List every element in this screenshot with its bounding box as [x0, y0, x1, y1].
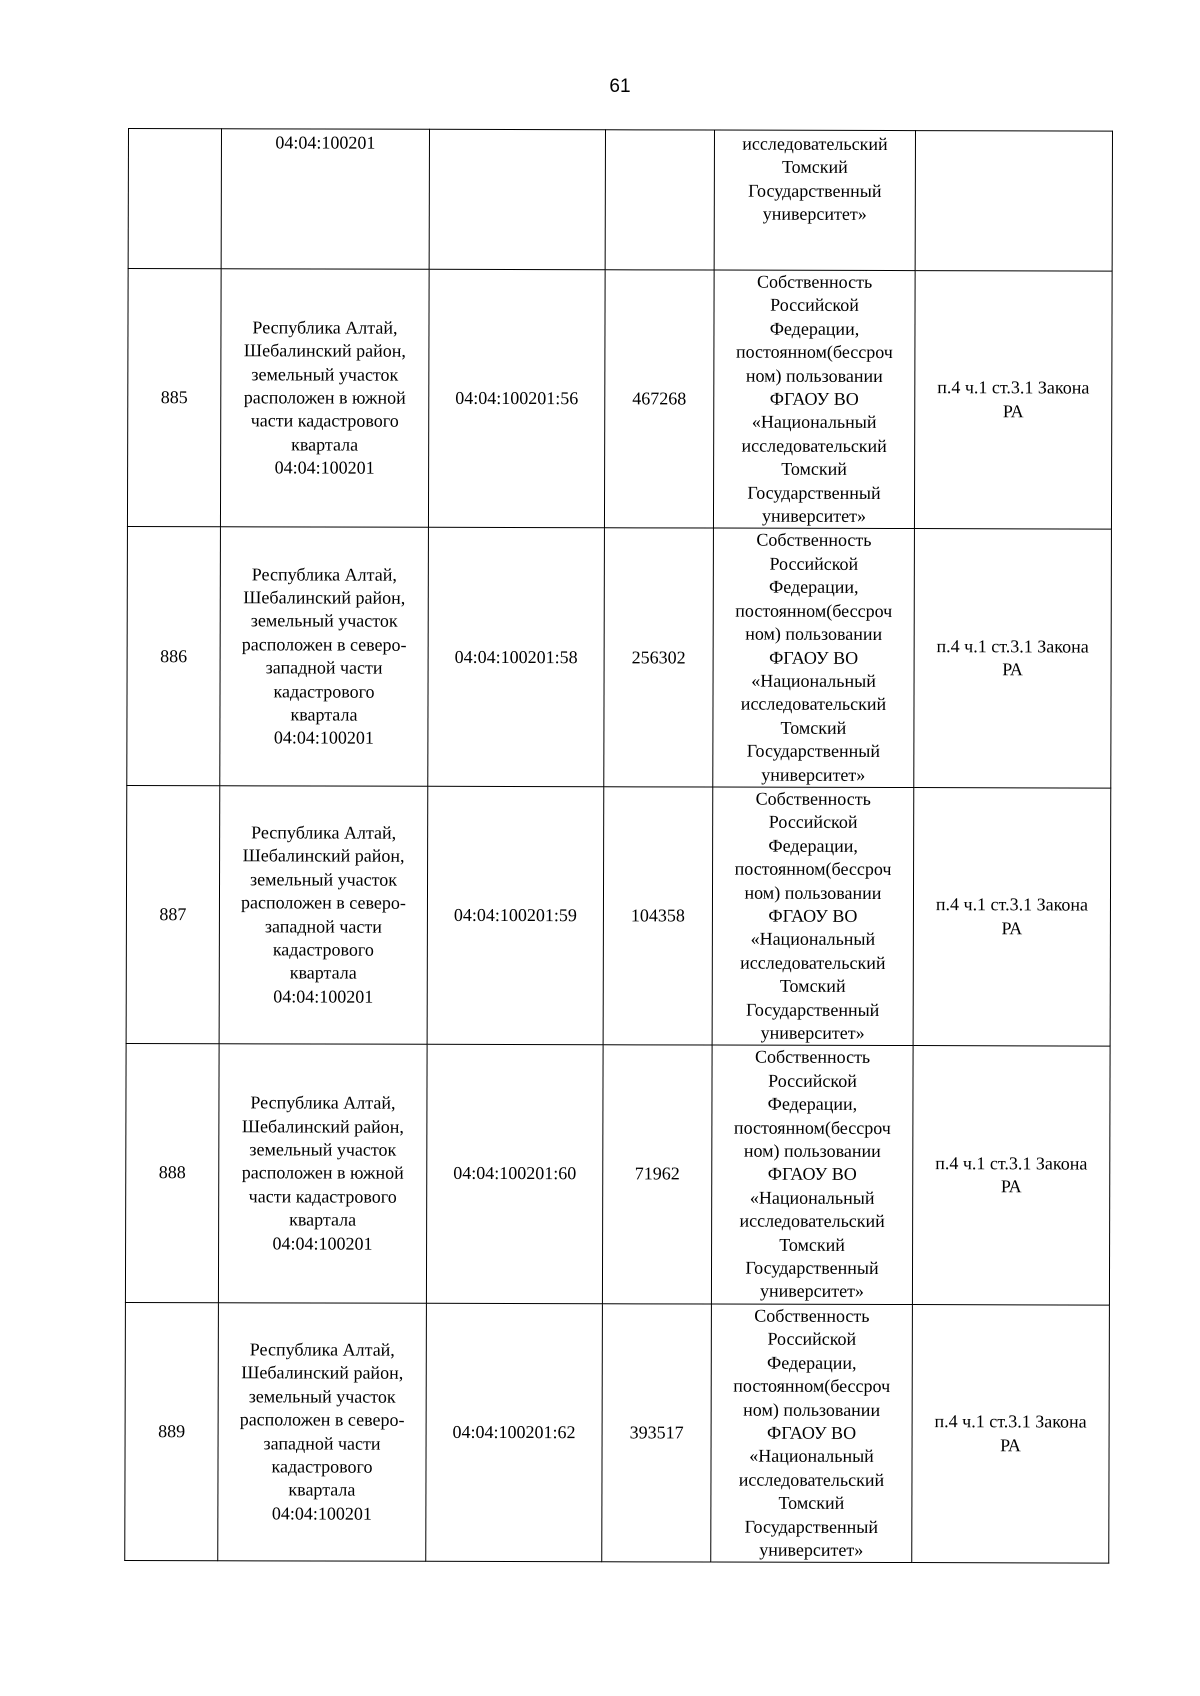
cell-text-line: исследовательский: [741, 435, 887, 456]
cell-text-line: Федерации,: [767, 1093, 858, 1115]
cell-text-line: ФГАОУ ВО: [769, 647, 859, 668]
area-cell: 393517: [602, 1304, 712, 1563]
cell-text-line: расположен в южной: [243, 387, 406, 408]
cell-text-line: квартала: [289, 962, 357, 984]
area-cell: 71962: [602, 1045, 712, 1304]
ownership-cell: [711, 1304, 913, 1563]
cell-text-line: Собственность: [755, 788, 871, 809]
cadastral-number-cell: 04:04:100201:59: [427, 786, 604, 1045]
cell-text-line: 04:04:100201: [271, 1503, 372, 1524]
cell-text-line: западной части: [263, 1432, 381, 1454]
cell-text-line: Шебалинский район,: [241, 1362, 404, 1384]
legal-basis-cell: [915, 131, 1112, 272]
cell-text-line: Российской: [768, 812, 858, 833]
cell-text-line: РА: [1001, 917, 1023, 939]
cell-text-line: «Национальный: [750, 929, 876, 950]
cell-text-line: Федерации,: [768, 835, 858, 856]
cell-text-line: Федерации,: [769, 576, 859, 598]
cell-text-line: земельный участок: [251, 363, 399, 385]
legal-basis-cell: [912, 1304, 1110, 1563]
cell-text-line: Томский: [780, 717, 847, 738]
cell-text-line: Российской: [767, 1328, 857, 1350]
cell-text-line: исследовательский: [742, 133, 888, 154]
cell-text-line: кадастрового: [273, 680, 375, 702]
cell-text-line: Томский: [781, 458, 847, 480]
cell-text-line: п.4 ч.1 ст.3.1 Закона: [935, 1152, 1088, 1174]
cell-text-line: Шебалинский район,: [243, 340, 406, 361]
cell-text-line: западной части: [264, 916, 382, 937]
cell-text-line: Государственный: [748, 180, 882, 201]
legal-basis-cell: [912, 1046, 1110, 1305]
cadastral-number-cell: [429, 129, 605, 269]
cell-text-line: квартала: [291, 434, 359, 455]
ownership-cell: [714, 130, 915, 271]
cell-text-line: Государственный: [744, 1516, 879, 1537]
cell-text-line: п.4 ч.1 ст.3.1 Закона: [935, 894, 1089, 915]
cell-text-line: Собственность: [756, 271, 873, 292]
cell-text-line: кадастрового: [272, 939, 374, 960]
cell-text-line: квартала: [288, 1479, 356, 1501]
area-cell: 467268: [604, 270, 714, 529]
table-row: [126, 785, 1111, 1046]
cell-text-line: расположен в северо-: [239, 1409, 405, 1430]
cell-text-line: Российской: [770, 295, 859, 316]
cell-text-line: «Национальный: [749, 1445, 874, 1467]
cell-text-line: «Национальный: [749, 1187, 875, 1208]
cell-text-line: Российской: [769, 553, 859, 574]
location-cell: [219, 786, 428, 1045]
cell-text-line: Томский: [779, 975, 846, 997]
cell-text-line: «Национальный: [751, 670, 876, 691]
num-cell: 889: [125, 1302, 219, 1561]
cell-text-line: 04:04:100201: [273, 727, 374, 749]
cell-text-line: университет»: [761, 764, 866, 785]
table-row: [127, 269, 1112, 530]
cell-text-line: земельный участок: [248, 1386, 396, 1407]
legal-basis-cell: [914, 271, 1112, 530]
cell-text-line: ФГАОУ ВО: [767, 1164, 857, 1185]
cell-text-line: постоянном(бессроч: [734, 858, 892, 880]
area-cell: 256302: [604, 528, 714, 787]
cell-text-line: ном) пользовании: [743, 1140, 881, 1162]
cell-text-line: университет»: [761, 505, 867, 526]
cell-text-line: 04:04:100201: [273, 986, 374, 1007]
cell-text-line: п.4 ч.1 ст.3.1 Закона: [937, 377, 1090, 398]
cell-text-line: университет»: [759, 1539, 864, 1560]
ownership-cell: [711, 1045, 913, 1304]
cell-text-line: РА: [1002, 659, 1023, 680]
area-cell: 104358: [603, 787, 713, 1046]
cell-text-line: Федерации,: [769, 318, 860, 339]
cell-text-line: части кадастрового: [250, 410, 399, 432]
num-cell: 887: [126, 785, 220, 1044]
num-cell: [128, 129, 221, 269]
cell-text-line: Республика Алтай,: [251, 822, 397, 843]
cell-text-line: ФГАОУ ВО: [767, 1422, 857, 1443]
page-number: 61: [609, 76, 631, 97]
cell-text-line: п.4 ч.1 ст.3.1 Закона: [934, 1411, 1087, 1432]
cell-text-line: Государственный: [747, 482, 881, 503]
cell-text-line: Государственный: [746, 740, 881, 762]
cell-text-line: Республика Алтай,: [251, 563, 397, 585]
cell-text-line: ФГАОУ ВО: [768, 905, 858, 926]
area-cell: [605, 130, 714, 270]
cell-text-line: Собственность: [754, 1305, 870, 1326]
legal-basis-cell: [913, 787, 1111, 1046]
cadastral-number-cell: 04:04:100201:62: [426, 1303, 603, 1562]
num-cell: 885: [127, 269, 221, 528]
cell-text-line: постоянном(бессроч: [735, 600, 893, 621]
cell-text-line: расположен в северо-: [241, 634, 407, 655]
cell-text-line: земельный участок: [250, 869, 398, 890]
location-cell: [220, 527, 429, 786]
table-row: [125, 1044, 1110, 1305]
cell-text-line: Шебалинский район,: [241, 1115, 404, 1137]
cell-text-line: ном) пользовании: [745, 365, 883, 386]
cell-text-line: РА: [1000, 1434, 1021, 1455]
cell-text-line: исследовательский: [740, 952, 886, 973]
cell-text-line: исследовательский: [739, 1210, 885, 1232]
cell-text-line: ном) пользовании: [743, 1399, 881, 1420]
table-body: [125, 129, 1113, 1564]
cell-text-line: постоянном(бессроч: [735, 341, 893, 363]
cell-text-line: расположен в южной: [241, 1162, 404, 1184]
cell-text-line: РА: [1002, 401, 1024, 422]
cadastral-number-cell: 04:04:100201:60: [426, 1045, 603, 1304]
land-plot-registry-table: [124, 128, 1113, 1564]
cell-text-line: 04:04:100201: [275, 132, 376, 153]
cadastral-number-cell: 04:04:100201:58: [428, 528, 605, 787]
cell-text-line: Томский: [778, 1492, 845, 1514]
ownership-cell: [713, 529, 915, 788]
cell-text-line: ФГАОУ ВО: [769, 388, 859, 409]
num-cell: 886: [127, 527, 221, 786]
cell-text-line: квартала: [289, 1209, 357, 1230]
cell-text-line: Шебалинский район,: [242, 845, 405, 867]
cell-text-line: 04:04:100201: [274, 457, 375, 478]
table-row: [127, 527, 1112, 788]
cell-text-line: Российской: [768, 1070, 857, 1091]
cell-text-line: Республика Алтай,: [249, 1339, 395, 1360]
continuation-row: [128, 129, 1112, 272]
ownership-cell: [712, 787, 914, 1046]
cell-text-line: Томский: [782, 157, 848, 178]
ownership-cell: [713, 270, 915, 529]
num-cell: 888: [125, 1044, 219, 1303]
cell-text-line: расположен в северо-: [241, 892, 406, 913]
cell-text-line: РА: [1000, 1176, 1022, 1197]
cell-text-line: постоянном(бессроч: [733, 1117, 891, 1138]
location-cell: [218, 1044, 427, 1303]
cell-text-line: ном) пользовании: [745, 623, 883, 645]
table-row: [125, 1302, 1110, 1563]
cell-text-line: Государственный: [745, 1257, 879, 1279]
cell-text-line: Республика Алтай,: [250, 1092, 396, 1113]
cell-text-line: 04:04:100201: [272, 1233, 373, 1254]
cadastral-number-cell: 04:04:100201:56: [428, 269, 605, 528]
cell-text-line: Республика Алтай,: [252, 317, 398, 338]
cell-text-line: университет»: [760, 1022, 865, 1043]
cell-text-line: квартала: [290, 704, 358, 725]
cell-text-line: исследовательский: [738, 1469, 885, 1490]
cell-text-line: Собственность: [756, 530, 872, 551]
cell-text-line: исследовательский: [740, 693, 887, 715]
cell-text-line: земельный участок: [250, 610, 398, 632]
cell-text-line: Государственный: [746, 999, 880, 1020]
cell-text-line: части кадастрового: [248, 1186, 397, 1207]
location-cell: [218, 1303, 427, 1562]
cell-text-line: Федерации,: [766, 1352, 857, 1373]
legal-basis-cell: [914, 529, 1112, 788]
location-cell: [221, 129, 429, 270]
cell-text-line: земельный участок: [249, 1139, 397, 1160]
cell-text-line: западной части: [265, 657, 383, 678]
cell-text-line: университет»: [762, 203, 867, 225]
location-cell: [220, 269, 429, 528]
cell-text-line: Собственность: [754, 1047, 871, 1068]
cell-text-line: «Национальный: [751, 412, 877, 433]
cell-text-line: постоянном(бессроч: [733, 1375, 891, 1397]
cell-text-line: университет»: [759, 1281, 864, 1302]
cell-text-line: Томский: [779, 1234, 845, 1255]
cell-text-line: кадастрового: [271, 1456, 373, 1477]
cell-text-line: ном) пользовании: [744, 882, 882, 903]
cell-text-line: п.4 ч.1 ст.3.1 Закона: [936, 635, 1089, 657]
cell-text-line: Шебалинский район,: [243, 587, 406, 608]
